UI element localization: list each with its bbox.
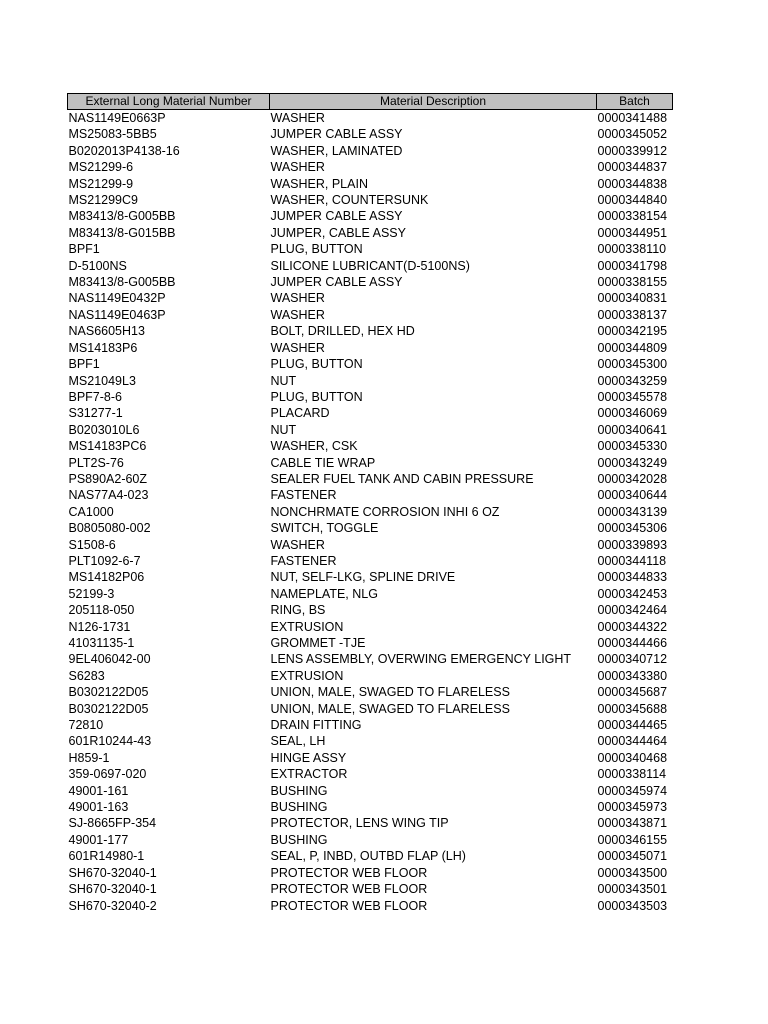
cell-material-number: M83413/8-G015BB xyxy=(68,225,176,240)
table-row xyxy=(68,176,673,192)
cell-material-number: NAS1149E0432P xyxy=(68,291,166,306)
cell-material-description: UNION, MALE, SWAGED TO FLARELESS xyxy=(270,685,510,700)
cell-batch: 0000339912 xyxy=(597,143,668,158)
cell-material-number: PS890A2-60Z xyxy=(68,471,148,486)
cell-material-number: 41031135-1 xyxy=(68,636,135,650)
cell-material-description: PLUG, BUTTON xyxy=(270,389,363,404)
cell-material-number: 72810 xyxy=(68,718,104,733)
cell-material-number: 9EL406042-00 xyxy=(68,652,151,667)
cell-batch: 0000344465 xyxy=(597,718,668,733)
cell-material-number: SH670-32040-1 xyxy=(68,882,157,897)
cell-material-description: PLUG, BUTTON xyxy=(270,357,363,372)
material-table xyxy=(67,93,673,914)
cell-material-description: EXTRACTOR xyxy=(270,767,348,782)
cell-batch: 0000344466 xyxy=(597,636,668,650)
table-row xyxy=(68,455,673,471)
table-row xyxy=(68,750,673,766)
cell-material-description: NAMEPLATE, NLG xyxy=(270,586,378,601)
cell-material-number: B0202013P4138-16 xyxy=(68,143,180,158)
table-row xyxy=(68,848,673,864)
cell-batch: 0000339893 xyxy=(597,537,668,552)
cell-material-number: BPF1 xyxy=(68,242,100,257)
table-row xyxy=(68,783,673,799)
table-row xyxy=(68,602,673,618)
cell-batch: 0000344840 xyxy=(597,193,668,208)
table-row xyxy=(68,438,673,454)
cell-material-description: WASHER, LAMINATED xyxy=(270,143,403,158)
cell-material-description: EXTRUSION xyxy=(270,619,344,634)
cell-material-description: PROTECTOR WEB FLOOR xyxy=(270,898,428,913)
cell-material-number: M83413/8-G005BB xyxy=(68,209,176,224)
cell-material-number: S31277-1 xyxy=(68,406,123,421)
table-row xyxy=(68,274,673,290)
table-row xyxy=(68,898,673,914)
table-row xyxy=(68,651,673,667)
cell-batch: 0000344951 xyxy=(597,225,668,240)
table-row xyxy=(68,733,673,749)
table-row xyxy=(68,799,673,815)
material-table-container xyxy=(67,93,672,914)
table-row xyxy=(68,717,673,733)
cell-batch: 0000345687 xyxy=(597,685,668,700)
cell-material-number: 49001-177 xyxy=(68,832,129,847)
cell-batch: 0000344464 xyxy=(597,734,668,749)
cell-material-number: CA1000 xyxy=(68,504,114,519)
table-row xyxy=(68,225,673,241)
table-row xyxy=(68,143,673,159)
table-row xyxy=(68,865,673,881)
cell-material-description: WASHER, CSK xyxy=(270,439,358,454)
cell-material-description: PROTECTOR, LENS WING TIP xyxy=(270,816,449,831)
cell-material-number: MS14183P6 xyxy=(68,340,138,355)
cell-material-number: PLT1092-6-7 xyxy=(68,553,141,568)
cell-material-number: S1508-6 xyxy=(68,537,116,552)
cell-batch: 0000344322 xyxy=(597,619,668,634)
cell-batch: 0000343380 xyxy=(597,668,668,683)
cell-batch: 0000343501 xyxy=(597,882,668,897)
cell-material-number: SJ-8665FP-354 xyxy=(68,816,157,831)
table-row xyxy=(68,110,673,127)
cell-material-number: N126-1731 xyxy=(68,619,131,634)
cell-material-description: NONCHRMATE CORROSION INHI 6 OZ xyxy=(270,504,500,519)
cell-batch: 0000340641 xyxy=(597,422,668,437)
cell-batch: 0000338155 xyxy=(597,275,668,290)
cell-batch: 0000343259 xyxy=(597,373,668,388)
cell-material-description: PLUG, BUTTON xyxy=(270,242,363,257)
header-batch: Batch xyxy=(597,94,673,110)
cell-material-description: DRAIN FITTING xyxy=(270,718,362,733)
cell-material-number: 205118-050 xyxy=(68,603,135,618)
table-row xyxy=(68,537,673,553)
cell-material-description: PLACARD xyxy=(270,406,330,421)
cell-material-number: BPF7-8-6 xyxy=(68,389,122,404)
table-row xyxy=(68,208,673,224)
cell-material-description: JUMPER CABLE ASSY xyxy=(270,209,403,224)
table-row xyxy=(68,159,673,175)
table-row xyxy=(68,241,673,257)
cell-material-description: BUSHING xyxy=(270,800,328,815)
cell-material-number: 52199-3 xyxy=(68,586,115,601)
cell-batch: 0000340644 xyxy=(597,488,668,503)
cell-batch: 0000341798 xyxy=(597,258,668,273)
cell-batch: 0000343500 xyxy=(597,865,668,880)
cell-material-description: SWITCH, TOGGLE xyxy=(270,521,379,536)
cell-batch: 0000341488 xyxy=(597,111,668,125)
cell-material-description: HINGE ASSY xyxy=(270,750,347,765)
cell-material-number: B0805080-002 xyxy=(68,521,151,536)
cell-material-number: SH670-32040-2 xyxy=(68,898,157,913)
table-row xyxy=(68,766,673,782)
cell-material-number: MS25083-5BB5 xyxy=(68,127,157,142)
cell-material-number: 601R14980-1 xyxy=(68,849,145,864)
cell-material-description: SEAL, P, INBD, OUTBD FLAP (LH) xyxy=(270,849,466,864)
cell-material-description: FASTENER xyxy=(270,488,337,503)
table-row xyxy=(68,815,673,831)
table-row xyxy=(68,619,673,635)
table-row xyxy=(68,668,673,684)
cell-batch: 0000344838 xyxy=(597,176,668,191)
table-row xyxy=(68,192,673,208)
cell-batch: 0000345974 xyxy=(597,783,668,798)
table-row xyxy=(68,487,673,503)
cell-batch: 0000344833 xyxy=(597,570,668,585)
cell-material-number: M83413/8-G005BB xyxy=(68,275,176,290)
cell-material-description: WASHER xyxy=(270,537,325,552)
table-row xyxy=(68,405,673,421)
cell-batch: 0000340468 xyxy=(597,750,668,765)
table-row xyxy=(68,701,673,717)
header-external-long-material-number: External Long Material Number xyxy=(68,94,270,110)
cell-batch: 0000345973 xyxy=(597,800,668,815)
cell-material-number: NAS1149E0463P xyxy=(68,307,166,322)
cell-material-number: NAS1149E0663P xyxy=(68,111,166,125)
cell-material-number: MS21299C9 xyxy=(68,193,138,208)
cell-material-description: EXTRUSION xyxy=(270,668,344,683)
table-row xyxy=(68,520,673,536)
table-row xyxy=(68,553,673,569)
cell-material-description: SEAL, LH xyxy=(270,734,326,749)
table-row xyxy=(68,635,673,651)
cell-batch: 0000345688 xyxy=(597,701,668,716)
table-row xyxy=(68,340,673,356)
cell-material-number: MS14182P06 xyxy=(68,570,145,585)
cell-batch: 0000345306 xyxy=(597,521,668,536)
cell-material-number: MS14183PC6 xyxy=(68,439,147,454)
table-row xyxy=(68,356,673,372)
cell-material-number: NAS6605H13 xyxy=(68,324,145,339)
cell-material-number: 601R10244-43 xyxy=(68,734,152,749)
cell-material-description: JUMPER CABLE ASSY xyxy=(270,127,403,142)
cell-material-description: GROMMET -TJE xyxy=(270,636,366,650)
table-row xyxy=(68,389,673,405)
cell-material-description: NUT xyxy=(270,422,297,437)
table-body xyxy=(68,110,673,914)
table-row xyxy=(68,684,673,700)
cell-material-description: WASHER xyxy=(270,307,325,322)
cell-material-number: PLT2S-76 xyxy=(68,455,124,470)
table-row xyxy=(68,323,673,339)
cell-material-number: 49001-161 xyxy=(68,783,129,798)
table-row xyxy=(68,290,673,306)
cell-batch: 0000345578 xyxy=(597,389,668,404)
table-row xyxy=(68,569,673,585)
table-row xyxy=(68,126,673,142)
cell-material-description: NUT, SELF-LKG, SPLINE DRIVE xyxy=(270,570,456,585)
table-row xyxy=(68,307,673,323)
cell-batch: 0000345052 xyxy=(597,127,668,142)
cell-material-description: CABLE TIE WRAP xyxy=(270,455,376,470)
cell-material-description: SILICONE LUBRICANT(D-5100NS) xyxy=(270,258,470,273)
table-row xyxy=(68,471,673,487)
cell-material-number: 359-0697-020 xyxy=(68,767,147,782)
cell-batch: 0000344837 xyxy=(597,160,668,175)
cell-material-description: RING, BS xyxy=(270,603,326,618)
table-header-row xyxy=(68,94,673,110)
cell-material-number: MS21299-9 xyxy=(68,176,134,191)
cell-batch: 0000340712 xyxy=(597,652,668,667)
cell-batch: 0000338114 xyxy=(597,767,667,782)
cell-material-description: UNION, MALE, SWAGED TO FLARELESS xyxy=(270,701,510,716)
cell-material-description: FASTENER xyxy=(270,553,337,568)
table-row xyxy=(68,832,673,848)
cell-material-number: NAS77A4-023 xyxy=(68,488,149,503)
cell-batch: 0000342464 xyxy=(597,603,668,618)
cell-material-description: BUSHING xyxy=(270,832,328,847)
cell-material-number: B0203010L6 xyxy=(68,422,140,437)
cell-material-description: NUT xyxy=(270,373,297,388)
cell-material-description: JUMPER CABLE ASSY xyxy=(270,275,403,290)
cell-batch: 0000345071 xyxy=(597,849,668,864)
cell-batch: 0000345330 xyxy=(597,439,668,454)
cell-material-description: PROTECTOR WEB FLOOR xyxy=(270,882,428,897)
table-row xyxy=(68,586,673,602)
cell-batch: 0000342453 xyxy=(597,586,668,601)
table-row xyxy=(68,504,673,520)
cell-batch: 0000346069 xyxy=(597,406,668,421)
cell-material-number: D-5100NS xyxy=(68,258,127,273)
cell-batch: 0000342028 xyxy=(597,471,668,486)
cell-material-number: 49001-163 xyxy=(68,800,129,815)
cell-batch: 0000344809 xyxy=(597,340,668,355)
cell-material-description: WASHER, PLAIN xyxy=(270,176,368,191)
cell-batch: 0000342195 xyxy=(597,324,668,339)
cell-material-description: WASHER, COUNTERSUNK xyxy=(270,193,429,208)
cell-material-number: S6283 xyxy=(68,668,105,683)
cell-batch: 0000343503 xyxy=(597,898,668,913)
cell-material-description: LENS ASSEMBLY, OVERWING EMERGENCY LIGHT xyxy=(270,652,572,667)
cell-material-description: WASHER xyxy=(270,160,325,175)
cell-material-description: SEALER FUEL TANK AND CABIN PRESSURE xyxy=(270,471,534,486)
cell-batch: 0000345300 xyxy=(597,357,668,372)
cell-batch: 0000338110 xyxy=(597,242,667,257)
cell-batch: 0000346155 xyxy=(597,832,668,847)
table-row xyxy=(68,422,673,438)
cell-batch: 0000343249 xyxy=(597,455,668,470)
table-row xyxy=(68,373,673,389)
cell-material-description: BOLT, DRILLED, HEX HD xyxy=(270,324,415,339)
cell-batch: 0000344118 xyxy=(597,553,667,568)
cell-material-description: WASHER xyxy=(270,111,325,125)
cell-material-description: WASHER xyxy=(270,291,325,306)
cell-batch: 0000343139 xyxy=(597,504,668,519)
cell-material-number: BPF1 xyxy=(68,357,100,372)
cell-batch: 0000343871 xyxy=(597,816,668,831)
cell-material-description: WASHER xyxy=(270,340,325,355)
cell-material-number: MS21299-6 xyxy=(68,160,134,175)
cell-material-description: JUMPER, CABLE ASSY xyxy=(270,225,406,240)
cell-batch: 0000338137 xyxy=(597,307,668,322)
cell-material-description: PROTECTOR WEB FLOOR xyxy=(270,865,428,880)
cell-material-description: BUSHING xyxy=(270,783,328,798)
cell-batch: 0000338154 xyxy=(597,209,668,224)
cell-material-number: SH670-32040-1 xyxy=(68,865,157,880)
cell-batch: 0000340831 xyxy=(597,291,668,306)
table-row xyxy=(68,258,673,274)
table-row xyxy=(68,881,673,897)
cell-material-number: B0302122D05 xyxy=(68,685,149,700)
cell-material-number: H859-1 xyxy=(68,750,110,765)
cell-material-number: MS21049L3 xyxy=(68,373,136,388)
header-material-description: Material Description xyxy=(270,94,597,110)
cell-material-number: B0302122D05 xyxy=(68,701,149,716)
